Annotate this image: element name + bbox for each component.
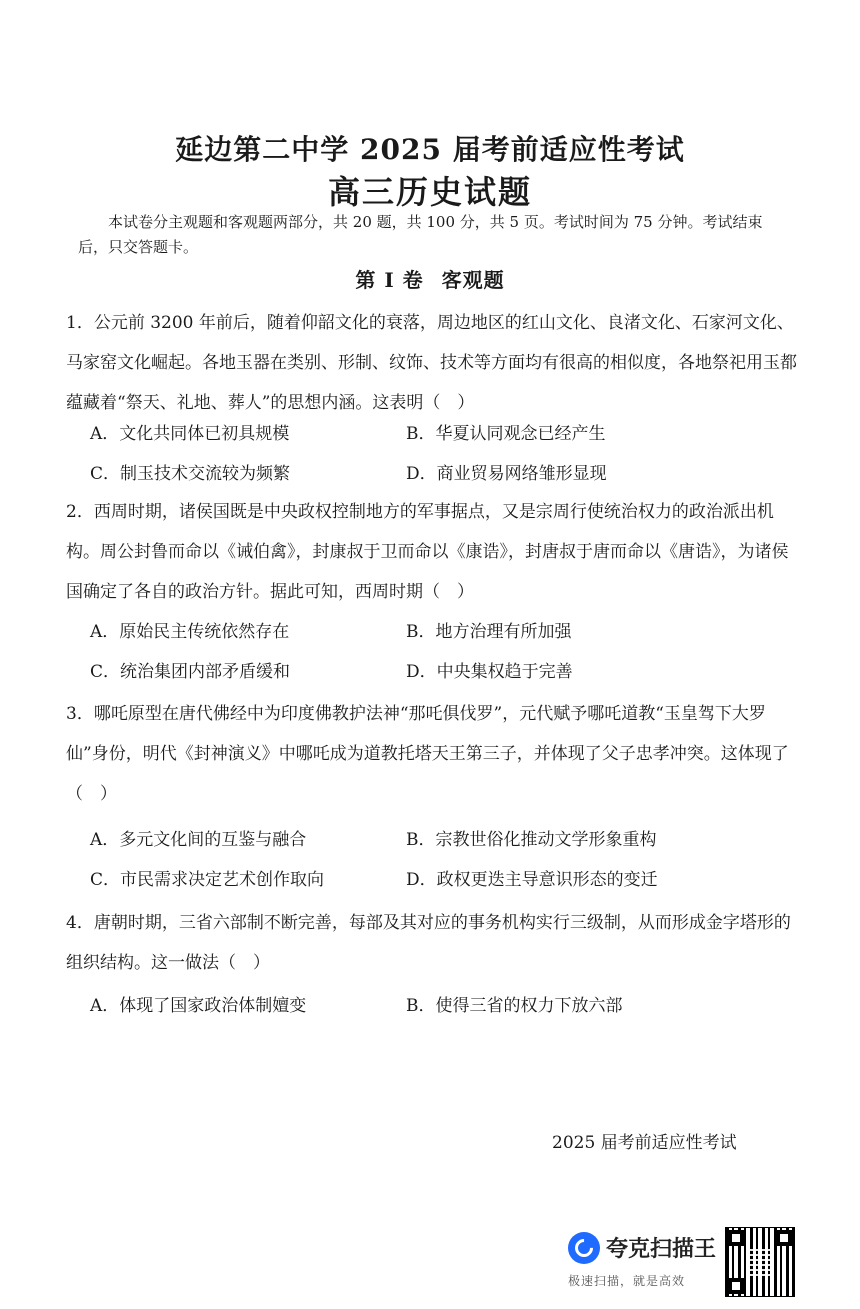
option-b: B．华夏认同观念已经产生 — [406, 424, 606, 444]
page-footer: 2025 届考前适应性考试 — [552, 1133, 737, 1153]
option-b: B．宗教世俗化推动文学形象重构 — [406, 830, 657, 850]
question-2: 2．西周时期，诸侯国既是中央政权控制地方的军事据点，又是宗周行使统治权力的政治派出机构。周公封鲁而命以《诫伯禽》，封康叔于卫而命以《康诰》，封唐叔于唐而命以《唐诰》，为诸侯国确定了各自的政治方针。据此可知，西周时期（ ） — [66, 502, 789, 602]
option-d: D．中央集权趋于完善 — [406, 662, 573, 682]
option-row — [90, 454, 790, 494]
question-2-options — [90, 612, 790, 692]
option-d: D．商业贸易网络雏形显现 — [406, 464, 607, 484]
option-row — [90, 652, 790, 692]
option-c: C．制玉技术交流较为频繁 — [90, 464, 291, 484]
section-name: 客观题 — [441, 268, 505, 292]
option-c: C．统治集团内部矛盾缓和 — [90, 662, 291, 682]
question-3: 3．哪吒原型在唐代佛经中为印度佛教护法神“那吒俱伐罗”，元代赋予哪吒道教“玉皇驾下大罗仙”身份，明代《封神演义》中哪吒成为道教托塔天王第三子，并体现了父子忠孝冲突。这体现了（ ） — [66, 704, 789, 804]
option-row — [90, 986, 790, 1026]
option-row — [90, 414, 790, 454]
option-row — [90, 820, 790, 860]
qr-code-icon — [726, 1228, 794, 1296]
option-c: C．市民需求决定艺术创作取向 — [90, 870, 325, 890]
question-4: 4．唐朝时期，三省六部制不断完善，每部及其对应的事务机构实行三级制，从而形成金字塔形的组织结构。这一做法（ ） — [66, 913, 791, 973]
option-b: B．使得三省的权力下放六部 — [406, 996, 623, 1016]
question-1-options — [90, 414, 790, 494]
section-heading — [0, 264, 860, 293]
option-a: A．多元文化间的互鉴与融合 — [90, 830, 307, 850]
scanner-app-name: 夸克扫描王 — [606, 1237, 717, 1262]
scanner-watermark — [566, 1228, 798, 1300]
exam-instructions: 本试卷分主观题和客观题两部分，共 20 题，共 100 分，共 5 页。考试时间为 75 分钟。考试结束后，只交答题卡。 — [78, 213, 763, 256]
scanner-slogan: 极速扫描，就是高效 — [568, 1274, 686, 1288]
question-3-options — [90, 820, 790, 900]
quark-scan-logo-icon — [568, 1232, 600, 1264]
school-title: 延边第二中学 2025 届考前适应性考试 — [175, 133, 685, 166]
option-a: A．体现了国家政治体制嬗变 — [90, 996, 307, 1016]
subject-title: 高三历史试题 — [327, 173, 532, 211]
question-1: 1．公元前 3200 年前后，随着仰韶文化的衰落，周边地区的红山文化、良渚文化、石家河文化、马家窑文化崛起。各地玉器在类别、形制、纹饰、技术等方面均有很高的相似度，各地祭祀用玉都蕴藏着“祭天、礼地、葬人”的思想内涵。这表明（ ） — [66, 313, 797, 413]
section-part: 第 I 卷 — [355, 268, 424, 292]
option-a: A．文化共同体已初具规模 — [90, 424, 290, 444]
option-d: D．政权更迭主导意识形态的变迁 — [406, 870, 658, 890]
option-b: B．地方治理有所加强 — [406, 622, 572, 642]
option-row — [90, 612, 790, 652]
option-row — [90, 860, 790, 900]
option-a: A．原始民主传统依然存在 — [90, 622, 290, 642]
question-4-options — [90, 986, 790, 1026]
